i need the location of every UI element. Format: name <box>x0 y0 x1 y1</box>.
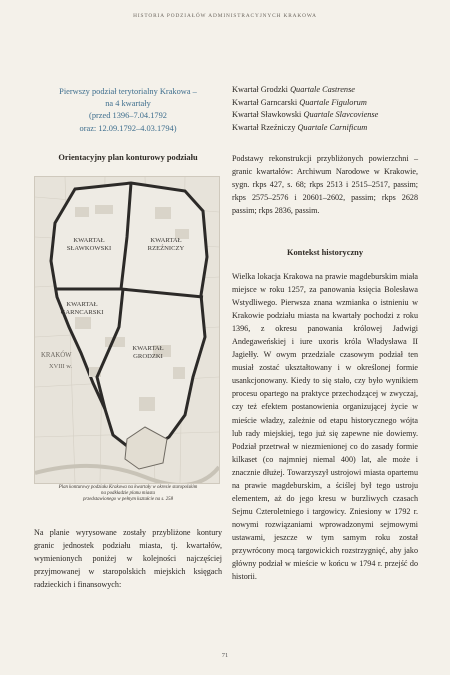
title-line: (przed 1396–7.04.1792 <box>89 111 167 121</box>
map-caption: Plan konturowy podziału Krakowa na kwartały w okresie staropolskim na podkładzie planu miasta przedstawionego w pełnym kształcie na s. 258 <box>58 485 198 503</box>
quarters-list <box>232 84 418 134</box>
running-head: HISTORIA PODZIAŁÓW ADMINISTRACYJNYCH KRAKOWA <box>133 13 317 19</box>
intro-paragraph: Na planie wyrysowane zostały przybliżone kontury granic jednostek podziału miasta, tj. kwartałów, wymienionych poniżej w kolejności najczęściej przyjmowanej w staropolskich miejskich księgach radzieckich i finansowych: <box>34 528 222 590</box>
quarter-item: Kwartał Sławkowski Quartale Slavcoviense <box>232 110 379 119</box>
label-rzezniczy: KWARTAŁ RZEŹNICZY <box>147 237 185 252</box>
context-heading: Kontekst historyczny <box>286 248 364 257</box>
label-century: XVIII w. <box>49 363 73 370</box>
label-slawkowski: KWARTAŁ SŁAWKOWSKI <box>66 237 112 252</box>
map-illustration <box>35 177 219 483</box>
historical-map <box>34 176 220 484</box>
map-heading: Orientacyjny plan konturowy podziału <box>58 153 198 162</box>
title-line: Pierwszy podział terytorialny Krakowa – <box>59 87 197 96</box>
label-krakow: KRAKÓW <box>41 352 72 359</box>
title-line: oraz: 12.09.1792–4.03.1794) <box>79 123 177 133</box>
label-garncarski: KWARTAŁ GARNCARSKI <box>60 301 104 316</box>
quarter-item: Kwartał Grodzki Quartale Castrense <box>232 85 355 94</box>
quarter-item: Kwartał Garncarski Quartale Figulorum <box>232 97 367 107</box>
context-paragraph: Wielka lokacja Krakowa na prawie magdeburskim miała miejsce w roku 1257, za panowania księcia Bolesława Wstydliwego. Pierwsza znana wzmianka o istnieniu w Krakowie podziału miasta na kwartały pochodzi z roku 1396, z okresu panowania królowej Jadwigi Andegaweńskiej i iure uxoris króla Władysława II Jagiełły. W owym przedziale czasowym podział ten musiał zostać ukształtowany i w określonej formie usankcjonowany. Kiedy to się stało, czy było wynikiem procesu opartego na praktyce przechodzącej w zwyczaj, czy też efektem postanowienia organizującej życie w mieście władzy, zależnie od etapu historycznego wójta lub rady miejskiej, tego już się zapewne nie dowiemy. Podział przetrwał w niezmienionej co do zasady formie kilkaset (co najmniej niemal 400) lat, ale może i znacznie dłużej. Towarzyszył ustrojowi miasta opartemu na prawie magdeburskim, a ściślej był tego ustroju elementem, aż do jego kresu w burzliwych czasach Sejmu Czteroletniego i targowicy. Zniesiony w 1792 r. nowymi rozwiązaniami wprowadzonymi sejmowymi ustawami, jeszcze w tym samym roku został przywrócony mocą targowickich rozstrzygnięć, aby jako główny podział w mieście w końcu w 1794 r. przejść do historii. <box>232 272 418 582</box>
label-grodzki: KWARTAŁ GRODZKI <box>132 345 164 360</box>
page-number: 71 <box>221 652 229 659</box>
section-title <box>34 86 222 135</box>
title-line: na 4 kwartały <box>105 99 151 109</box>
quarter-item: Kwartał Rzeźniczy Quartale Carnificum <box>232 122 368 132</box>
sources-paragraph: Podstawy rekonstrukcji przybliżonych powierzchni – granic kwartałów: Archiwum Narodowe w Krakowie, sygn. rkps 427, s. 68; rkps 2513 i 2515–2517, passim; rkps 2575–2576 i 20601–2602, passim; rkps 2628 passim; rkps 2836, passim. <box>232 154 418 216</box>
